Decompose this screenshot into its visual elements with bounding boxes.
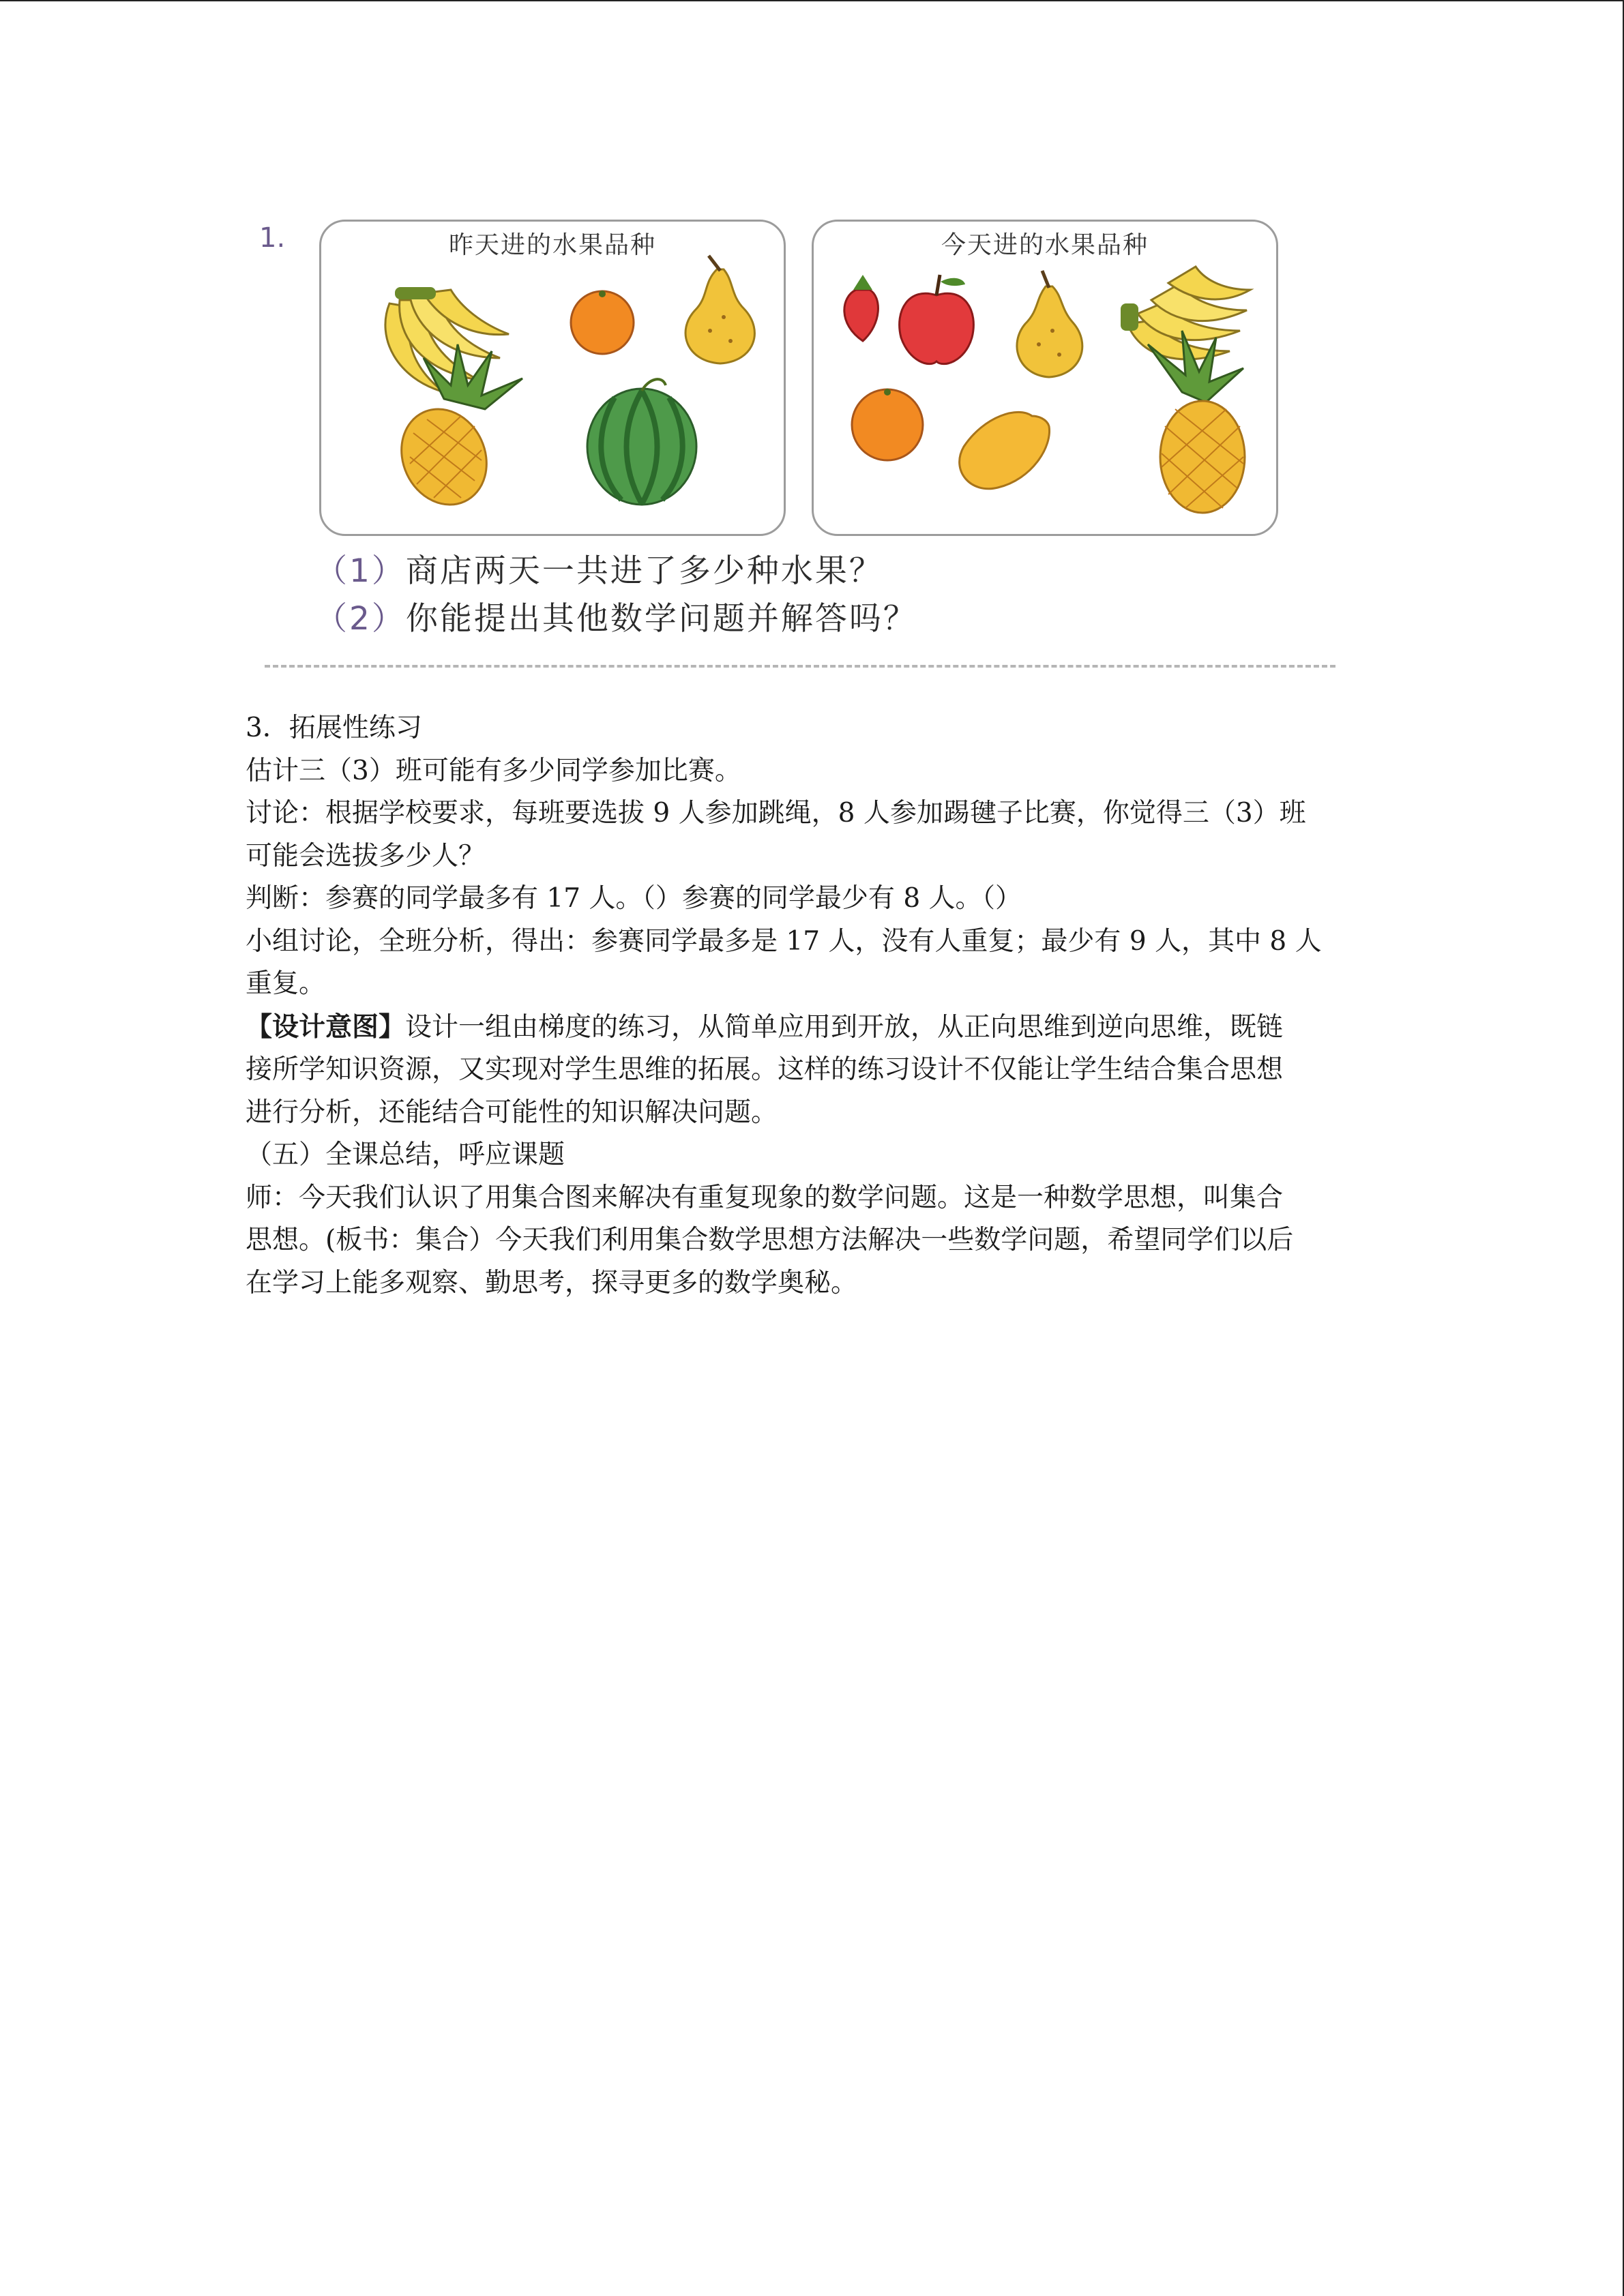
mango-icon [960,412,1050,488]
paragraph-line: 重复。 [246,968,326,999]
design-intent-line [246,1006,1378,1049]
paragraph-line: 估计三（3）班可能有多少同学参加比赛。 [246,755,741,786]
exercise-number: 1. [259,222,286,254]
paragraph-line: 可能会选拔多少人？ [246,840,486,871]
paragraph-line: 接所学知识资源，又实现对学生思维的拓展。这样的练习设计不仅能让学生结合集合思想 [246,1054,1284,1085]
paragraph-line: 思想。(板书：集合）今天我们利用集合数学思想方法解决一些数学问题，希望同学们以后 [246,1225,1294,1255]
paragraph-line: 小组讨论，全班分析，得出：参赛同学最多是 17 人，没有人重复；最少有 9 人，其中 8 人 [246,925,1322,957]
orange-icon [852,389,923,460]
strawberry-icon [844,275,879,341]
question-text: 商店两天一共进了多少种水果？ [405,552,883,590]
today-fruits-panel [812,220,1278,536]
design-intent-label: 【设计意图】 [246,1011,406,1043]
section-heading: 3．拓展性练习 [246,713,422,743]
paragraph-line: 判断：参赛的同学最多有 17 人。（）参赛的同学最少有 8 人。（） [246,883,1022,914]
banana-icon [385,287,509,392]
dashed-divider [265,665,1335,668]
question-text: 你能提出其他数学问题并解答吗？ [405,600,917,638]
panel-title-today: 今天进的水果品种 [941,231,1149,259]
paragraph-line: 讨论：根据学校要求，每班要选拔 9 人参加跳绳，8 人参加踢毽子比赛，你觉得三（3）班 [246,798,1306,829]
orange-icon [571,290,634,354]
paragraph-line: 师：今天我们认识了用集合图来解决有重复现象的数学问题。这是一种数学思想，叫集合 [246,1182,1284,1213]
section-heading: （五）全课总结，呼应课题 [246,1139,565,1170]
pear-icon [1017,271,1082,377]
question-2 [315,593,917,639]
yesterday-fruits-panel [319,220,786,536]
watermelon-icon [587,379,696,505]
lesson-text [246,707,1378,1304]
pear-icon [685,256,754,363]
question-number: （1） [315,552,406,590]
question-number: （2） [315,600,406,638]
page-top-border [0,0,1624,1]
design-intent-text: 设计一组由梯度的练习，从简单应用到开放，从正向思维到逆向思维，既链 [405,1011,1284,1043]
panel-title-yesterday: 昨天进的水果品种 [448,231,656,259]
yesterday-fruits-illustration [321,222,784,534]
apple-icon [900,275,974,364]
paragraph-line: 进行分析，还能结合可能性的知识解决问题。 [246,1097,778,1128]
today-fruits-illustration [814,222,1276,534]
question-1 [315,546,883,591]
paragraph-line: 在学习上能多观察、勤思考，探寻更多的数学奥秘。 [246,1267,858,1298]
